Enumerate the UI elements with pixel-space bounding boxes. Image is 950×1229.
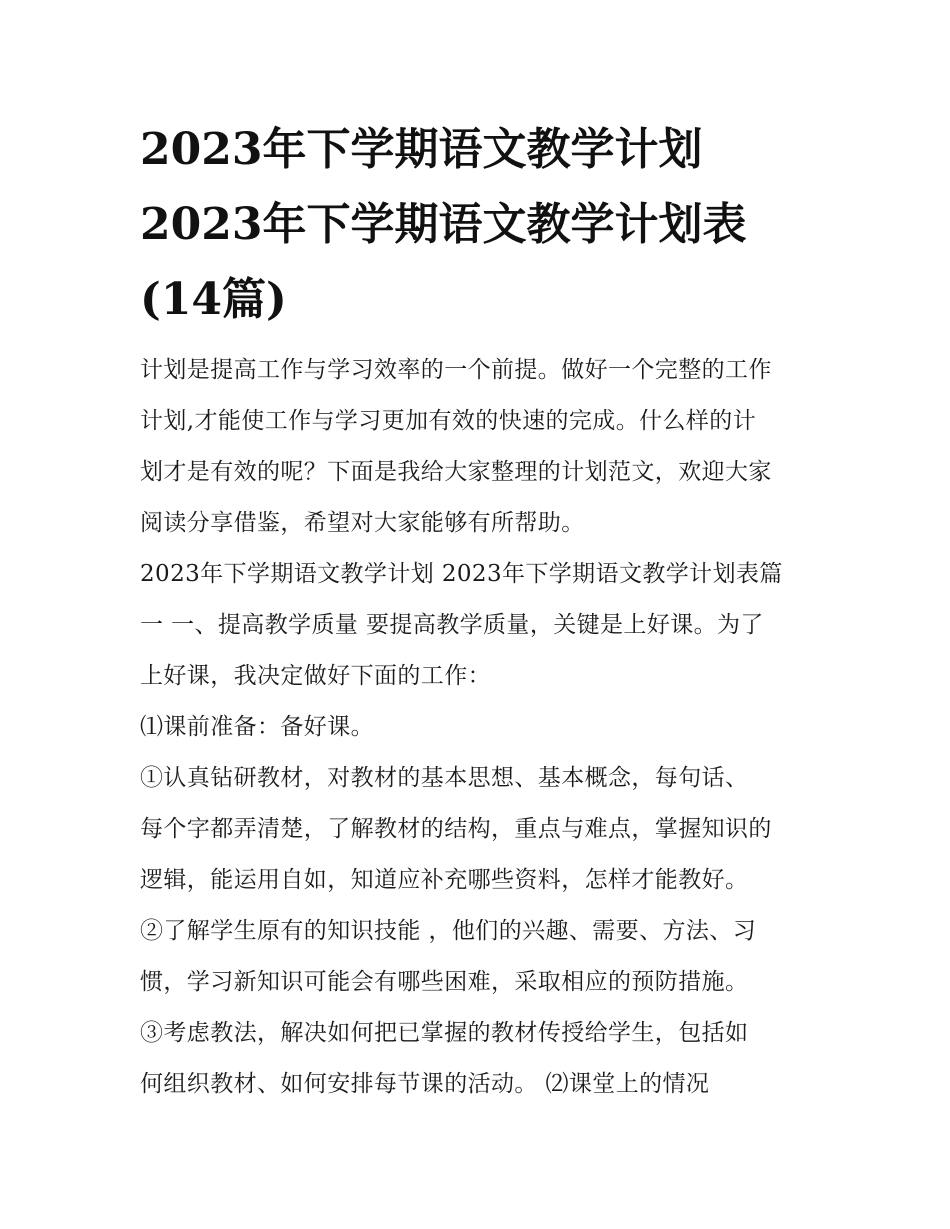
title-line: 2023年下学期语文教学计划表 [140,199,747,250]
body-line: ⑴课前准备：备好课。 [140,714,374,740]
body-line: 每个字都弄清楚，了解教材的结构，重点与难点，掌握知识的 [140,816,772,842]
body-line: 计划是提高工作与学习效率的一个前提。做好一个完整的工作 [140,357,772,383]
title-line: 2023年下学期语文教学计划 [140,124,703,175]
body-line: ①认真钻研教材，对教材的基本思想、基本概念，每句话、 [140,765,749,791]
document-content [140,112,820,1110]
body-line: 上好课，我决定做好下面的工作： [140,663,491,689]
body-line: 何组织教材、如何安排每节课的活动。 ⑵课堂上的情况 [140,1071,710,1097]
body-line: 逻辑，能运用自如，知道应补充哪些资料，怎样才能教好。 [140,867,749,893]
body-line: 一 一、提高教学质量 要提高教学质量，关键是上好课。为了 [140,612,764,638]
document-body [140,345,820,1110]
body-line: 划才是有效的呢？下面是我给大家整理的计划范文，欢迎大家 [140,459,772,485]
document-title [140,112,820,337]
body-line: 惯，学习新知识可能会有哪些困难，采取相应的预防措施。 [140,969,749,995]
body-line: ②了解学生原有的知识技能 ，他们的兴趣、需要、方法、习 [140,918,757,944]
body-line: ③考虑教法，解决如何把已掌握的教材传授给学生，包括如 [140,1020,749,1046]
body-line: 计划,才能使工作与学习更加有效的快速的完成。什么样的计 [140,408,757,434]
body-line: 阅读分享借鉴，希望对大家能够有所帮助。 [140,510,585,536]
body-line: 2023年下学期语文教学计划 2023年下学期语文教学计划表篇 [140,561,783,587]
title-line: (14篇) [140,274,287,325]
